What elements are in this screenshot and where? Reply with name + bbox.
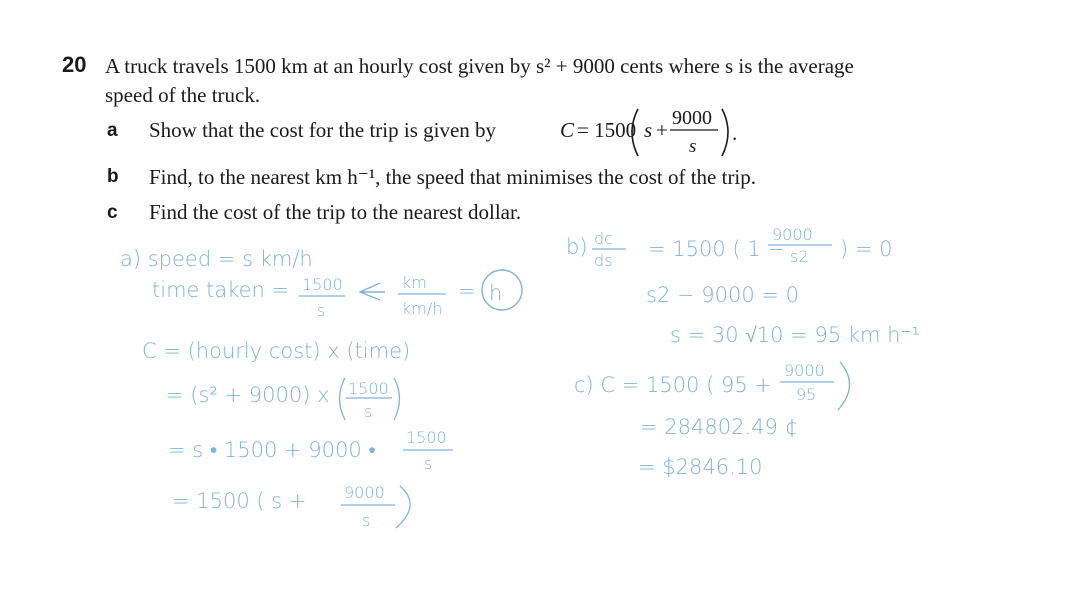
hw-a-line1: a) speed = s km/h [120,247,313,271]
hw-b-line2: s2 − 9000 = 0 [646,283,799,307]
part-b-label: b [107,166,119,187]
hw-b-d-num: dc [594,229,613,248]
hw-a-line6-frac-den: s [362,511,371,530]
svg-text:9000: 9000 [672,107,712,129]
svg-text:C: C [560,118,575,142]
svg-text:s: s [689,136,697,157]
hw-b-line1-right: ) = 0 [840,237,893,261]
svg-text:=: = [458,279,476,303]
hw-a-line2-units-den: km/h [402,299,443,318]
svg-text:.: . [732,121,738,145]
hw-b-line1-mid: = 1500 ( 1 − [648,237,785,261]
part-c-label: c [107,202,118,223]
hw-a-line4-frac-num: 1500 [348,379,389,398]
svg-text:= 1500: = 1500 [577,118,637,142]
hw-a-line4-left: = (s² + 9000) x [166,383,330,407]
hw-a-line4-frac-den: s [364,402,373,421]
part-a-text: Show that the cost for the trip is given by [149,118,497,142]
question-number: 20 [62,52,87,77]
hw-a-line5-frac-den: s [424,454,433,473]
part-b-text: Find, to the nearest km h⁻¹, the speed that minimises the cost of the trip. [149,165,757,189]
hw-a-line2-frac-num: 1500 [302,275,343,294]
hw-b-frac-den: s2 [790,247,809,266]
hw-a-line2-left: time taken = [152,278,290,302]
question-stem-line1: A truck travels 1500 km at an hourly cost given by s² + 9000 cents where s is the average [105,54,854,78]
hw-a-line5-frac-num: 1500 [406,428,447,447]
hw-c-frac-num: 9000 [784,361,825,380]
hw-b-d-den: ds [594,251,613,270]
part-a-label: a [107,120,118,141]
hw-a-line6-frac-num: 9000 [344,483,385,502]
hw-b-line1-left: b) [566,235,588,259]
hw-a-line6-left: = 1500 ( s + [172,489,307,513]
hw-b-line3: s = 30 √10 = 95 km h⁻¹ [670,323,920,347]
hw-a-line2-result: h [489,281,503,305]
question-stem-line2: speed of the truck. [105,83,261,107]
hw-a-line3: C = (hourly cost) x (time) [142,339,411,363]
hw-a-line2-units-num: km [402,273,427,292]
hw-c-line1-left: c) C = 1500 ( 95 + [574,373,773,397]
hw-c-line2: = 284802.49 ¢ [640,415,798,439]
svg-text:+: + [656,118,668,142]
hw-a-line2-frac-den: s [317,301,326,320]
hw-b-frac-num: 9000 [772,225,813,244]
svg-text:s: s [644,118,653,142]
hw-c-line3: = $2846.10 [638,455,763,479]
hw-c-frac-den: 95 [796,385,817,404]
hw-a-line5-left: = s • 1500 + 9000 • [168,438,376,462]
part-c-text: Find the cost of the trip to the nearest dollar. [149,200,522,224]
